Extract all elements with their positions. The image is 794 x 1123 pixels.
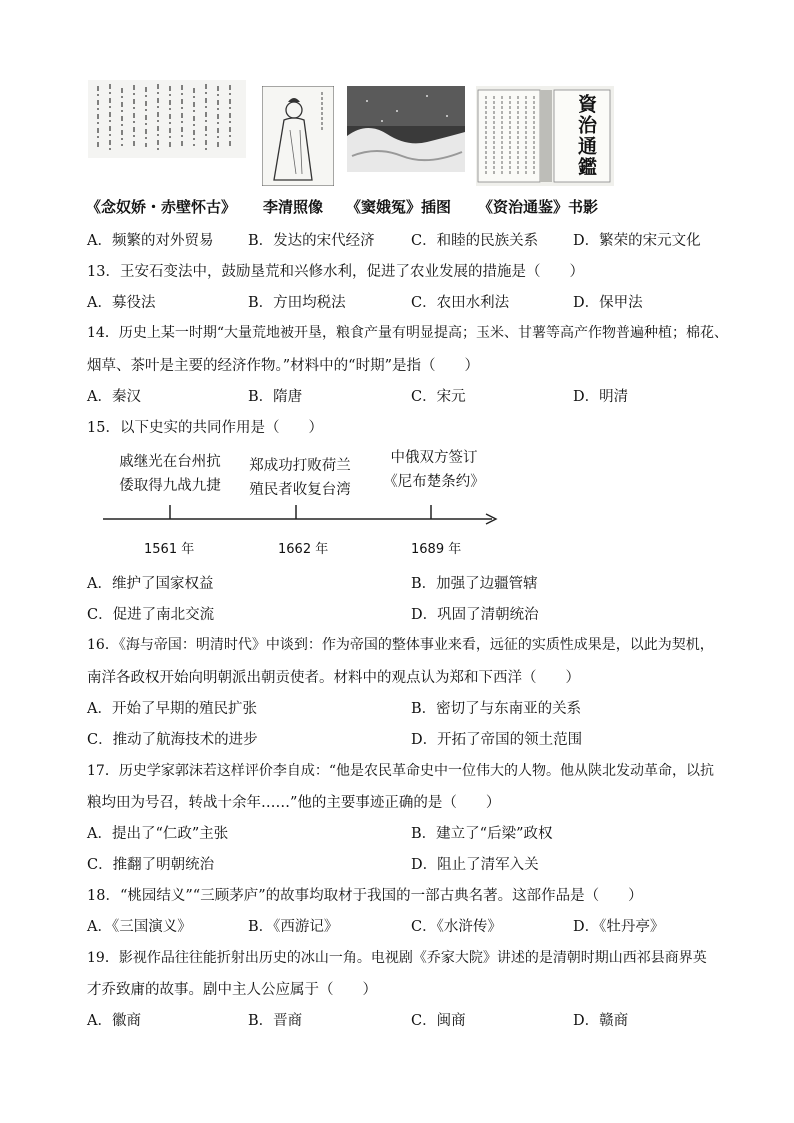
q19-option-c: C．闽商 (411, 1013, 466, 1029)
timeline-axis (100, 500, 500, 530)
q19-option-b: B．晋商 (248, 1013, 303, 1029)
q18-option-d: D．《牡丹亭》 (573, 919, 665, 935)
q17-option-a: A．提出了“仁政”主张 (87, 826, 229, 842)
book-cover-title: 資治通鑑 (575, 94, 597, 178)
q12-option-c: C．和睦的民族关系 (411, 233, 539, 249)
q15-option-d: D．巩固了清朝统治 (411, 607, 539, 623)
q13-option-a: A．募役法 (87, 295, 156, 311)
timeline-year-1: 1561 年 (144, 542, 195, 557)
q15-option-a: A．维护了国家权益 (87, 576, 214, 592)
caption-dou-e-yuan: 《窦娥冤》插图 (346, 198, 452, 216)
q14-option-c: C．宋元 (411, 389, 466, 405)
q12-option-d: D．繁荣的宋元文化 (573, 233, 701, 249)
q19-stem-line1: 19．影视作品往往能折射出历史的冰山一角。电视剧《乔家大院》讲述的是清朝时期山西祁县商界英 (87, 950, 707, 966)
q13-stem: 13．王安石变法中，鼓励垦荒和兴修水利，促进了农业发展的措施是（ ） (87, 264, 584, 280)
q17-stem-line2: 粮均田为号召，转战十余年……”他的主要事迹正确的是（ ） (87, 795, 501, 811)
q14-option-d: D．明清 (573, 389, 629, 405)
q15-stem: 15．以下史实的共同作用是（ ） (87, 420, 323, 436)
calligraphy-image (88, 80, 246, 158)
book-image (476, 86, 614, 186)
q14-stem-line1: 14．历史上某一时期“大量荒地被开垦，粮食产量有明显提高；玉米、甘薯等高产作物普遍种植；棉花、 (87, 325, 728, 341)
q18-option-c: C．《水浒传》 (411, 919, 502, 935)
illustration-image (347, 86, 465, 172)
q18-option-a: A．《三国演义》 (87, 919, 192, 935)
q14-option-a: A．秦汉 (87, 389, 141, 405)
q16-option-b: B．密切了与东南亚的关系 (411, 701, 582, 717)
timeline-year-2: 1662 年 (278, 542, 329, 557)
q16-stem-line2: 南洋各政权开始向明朝派出朝贡使者。材料中的观点认为郑和下西洋（ ） (87, 670, 580, 686)
q19-option-d: D．赣商 (573, 1013, 629, 1029)
timeline-event-1: 戚继光在台州抗 倭取得九战九捷 (119, 454, 221, 494)
q15-option-b: B．加强了边疆管辖 (411, 576, 538, 592)
q17-stem-line1: 17．历史学家郭沫若这样评价李自成：“他是农民革命史中一位伟大的人物。他从陕北发动革命，以抗 (87, 763, 714, 779)
timeline-event-2: 郑成功打败荷兰 殖民者收复台湾 (249, 458, 351, 498)
timeline-year-3: 1689 年 (411, 542, 462, 557)
caption-nian-nu-jiao: 《念奴娇・赤壁怀古》 (86, 198, 237, 216)
q18-stem: 18．“桃园结义”“三顾茅庐”的故事均取材于我国的一部古典名著。这部作品是（ ） (87, 888, 643, 904)
q16-option-a: A．开始了早期的殖民扩张 (87, 701, 257, 717)
q13-option-c: C．农田水利法 (411, 295, 510, 311)
caption-zizhi-tongjian: 《资治通鉴》书影 (478, 198, 599, 216)
q12-option-b: B．发达的宋代经济 (248, 233, 375, 249)
q12-option-a: A．频繁的对外贸易 (87, 233, 214, 249)
q14-option-b: B．隋唐 (248, 389, 303, 405)
q15-option-c: C．促进了南北交流 (87, 607, 215, 623)
q16-stem-line1: 16．《海与帝国：明清时代》中谈到：作为帝国的整体事业来看，远征的实质性成果是，以此为契机， (87, 637, 714, 653)
q13-option-d: D．保甲法 (573, 295, 643, 311)
q14-stem-line2: 烟草、茶叶是主要的经济作物。”材料中的“时期”是指（ ） (87, 358, 479, 374)
q17-option-c: C．推翻了明朝统治 (87, 857, 215, 873)
q19-stem-line2: 才乔致庸的故事。剧中主人公应属于（ ） (87, 982, 377, 998)
timeline-event-3: 中俄双方签订 《尼布楚条约》 (383, 450, 485, 490)
q13-option-b: B．方田均税法 (248, 295, 346, 311)
q17-option-d: D．阻止了清军入关 (411, 857, 539, 873)
q17-option-b: B．建立了“后梁”政权 (411, 826, 553, 842)
portrait-image (262, 86, 334, 186)
q16-option-c: C．推动了航海技术的进步 (87, 732, 258, 748)
q16-option-d: D．开拓了帝国的领土范围 (411, 732, 583, 748)
caption-li-qingzhao: 李清照像 (263, 198, 324, 216)
q18-option-b: B．《西游记》 (248, 919, 339, 935)
q19-option-a: A．徽商 (87, 1013, 141, 1029)
